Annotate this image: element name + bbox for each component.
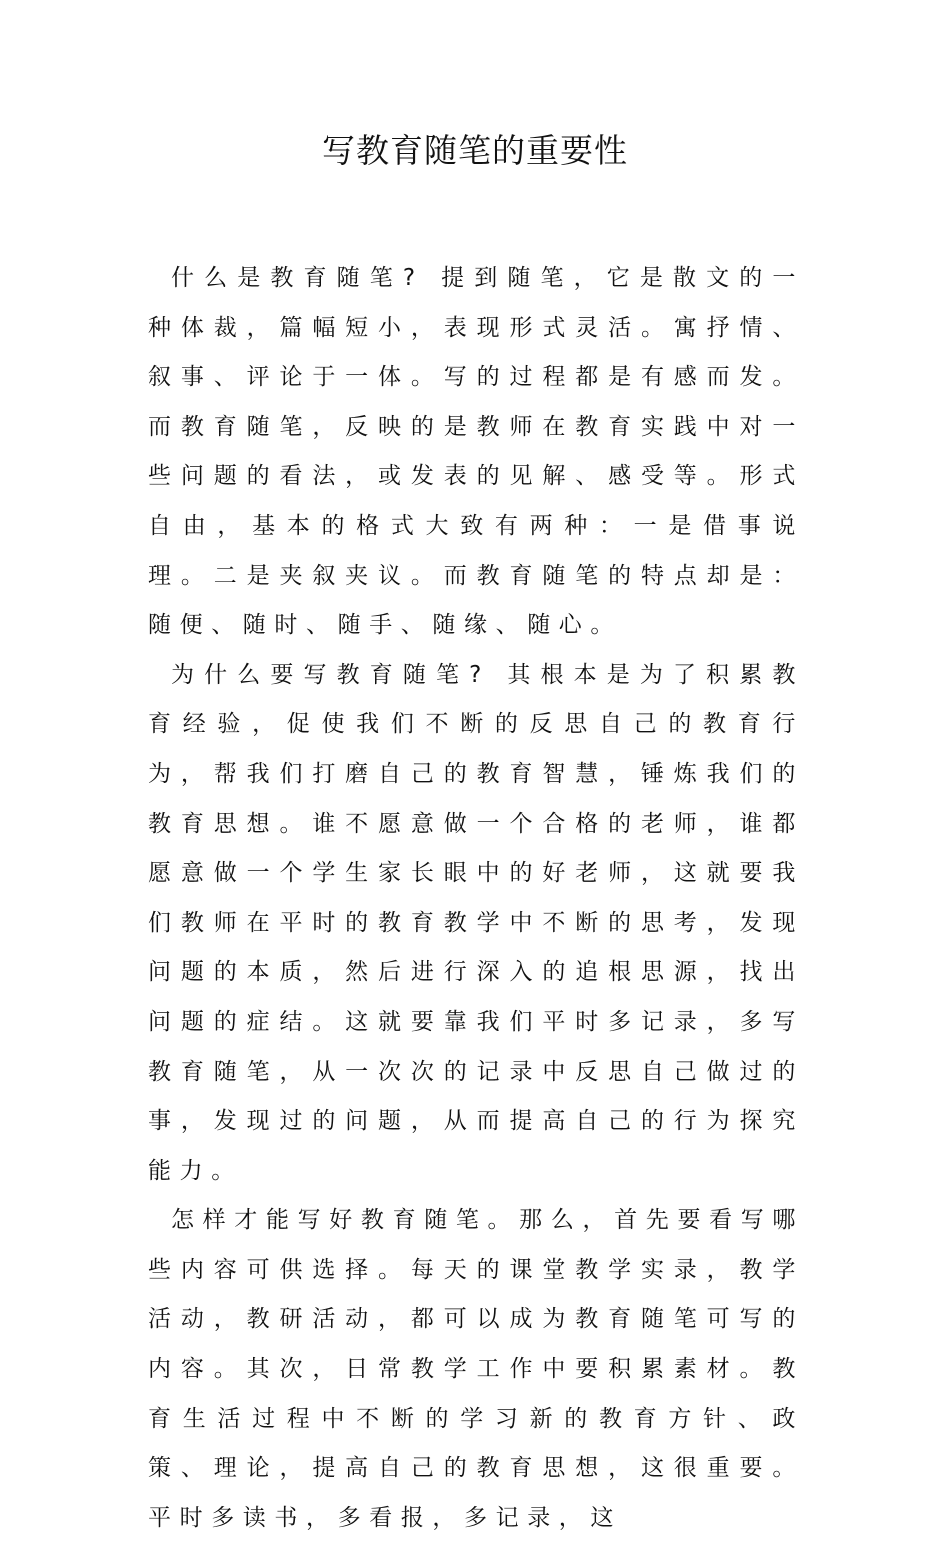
paragraph-what-is-essay: 什么是教育随笔? 提到随笔，它是散文的一种体裁，篇幅短小，表现形式灵活。寓抒情、叙事、评论于一体。写的过程都是有感而发。而教育随笔，反映的是教师在教育实践中对一些问题的看法，或发表的见解、感受等。形式自由，基本的格式大致有两种：一是借事说理。二是夹叙夹议。而教育随笔的特点却是：随便、随时、随手、随缘、随心。 — [148, 265, 804, 639]
paragraph-why-write: 为什么要写教育随笔? 其根本是为了积累教育经验，促使我们不断的反思自己的教育行为，帮我们打磨自己的教育智慧，锤炼我们的教育思想。谁不愿意做一个合格的老师，谁都愿意做一个学生家长眼中的好老师，这就要我们教师在平时的教育教学中不断的思考，发现问题的本质，然后进行深入的追根思源，找出问题的症结。这就要靠我们平时多记录，多写教育随笔，从一次次的记录中反思自己做过的事，发现过的问题，从而提高自己的行为探究能力。 — [148, 661, 804, 1184]
document-body — [148, 254, 804, 1543]
document-title: 写教育随笔的重要性 — [322, 131, 628, 170]
paragraph-how-to-write: 怎样才能写好教育随笔。那么，首先要看写哪些内容可供选择。每天的课堂教学实录，教学活动，教研活动，都可以成为教育随笔可写的内容。其次，日常教学工作中要积累素材。教育生活过程中不断的学习新的教育方针、政策、理论，提高自己的教育思想，这很重要。平时多读书，多看报，多记录，这 — [148, 1207, 804, 1531]
